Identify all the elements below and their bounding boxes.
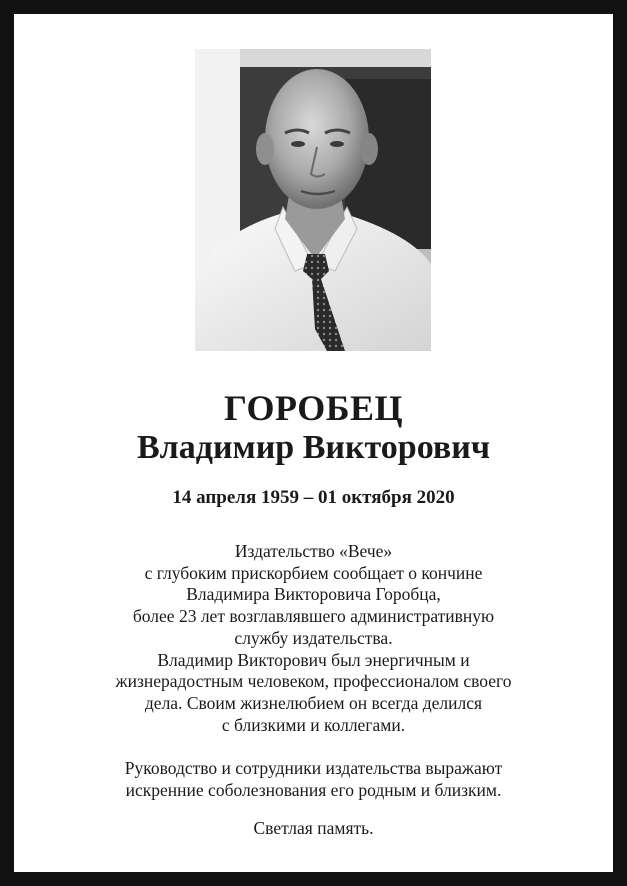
announcement-line: Издательство «Вече» (234, 541, 393, 561)
announcement-line: Владимир Викторович был энергичным и (157, 649, 470, 670)
announcement-line: жизнерадостным человеком, профессионалом своего (115, 671, 512, 692)
life-dates: 14 апреля 1959 – 01 октября 2020 (172, 487, 455, 508)
announcement-line: более 23 лет возглавлявшего административную (132, 606, 495, 627)
announcement-line: службу издательства. (234, 627, 393, 648)
portrait-image (195, 49, 431, 351)
announcement-line: дела. Своим жизнелюбием он всегда делился (144, 692, 483, 713)
condolence-line: искренние соболезнования его родным и близким. (125, 779, 502, 800)
deceased-surname: ГОРОБЕЦ (223, 388, 404, 428)
condolence-text (40, 758, 587, 801)
announcement-line: с глубоким прискорбием сообщает о кончине (144, 562, 483, 583)
deceased-given-names: Владимир Викторович (137, 429, 490, 466)
portrait-photo (195, 49, 431, 351)
announcement-line: Владимира Викторовича Горобца, (186, 584, 441, 605)
condolence-line: Руководство и сотрудники издательства выражают (124, 758, 503, 778)
announcement-line: с близкими и коллегами. (221, 714, 406, 735)
farewell-text: Светлая память. (253, 818, 374, 838)
announcement-text (60, 541, 567, 736)
